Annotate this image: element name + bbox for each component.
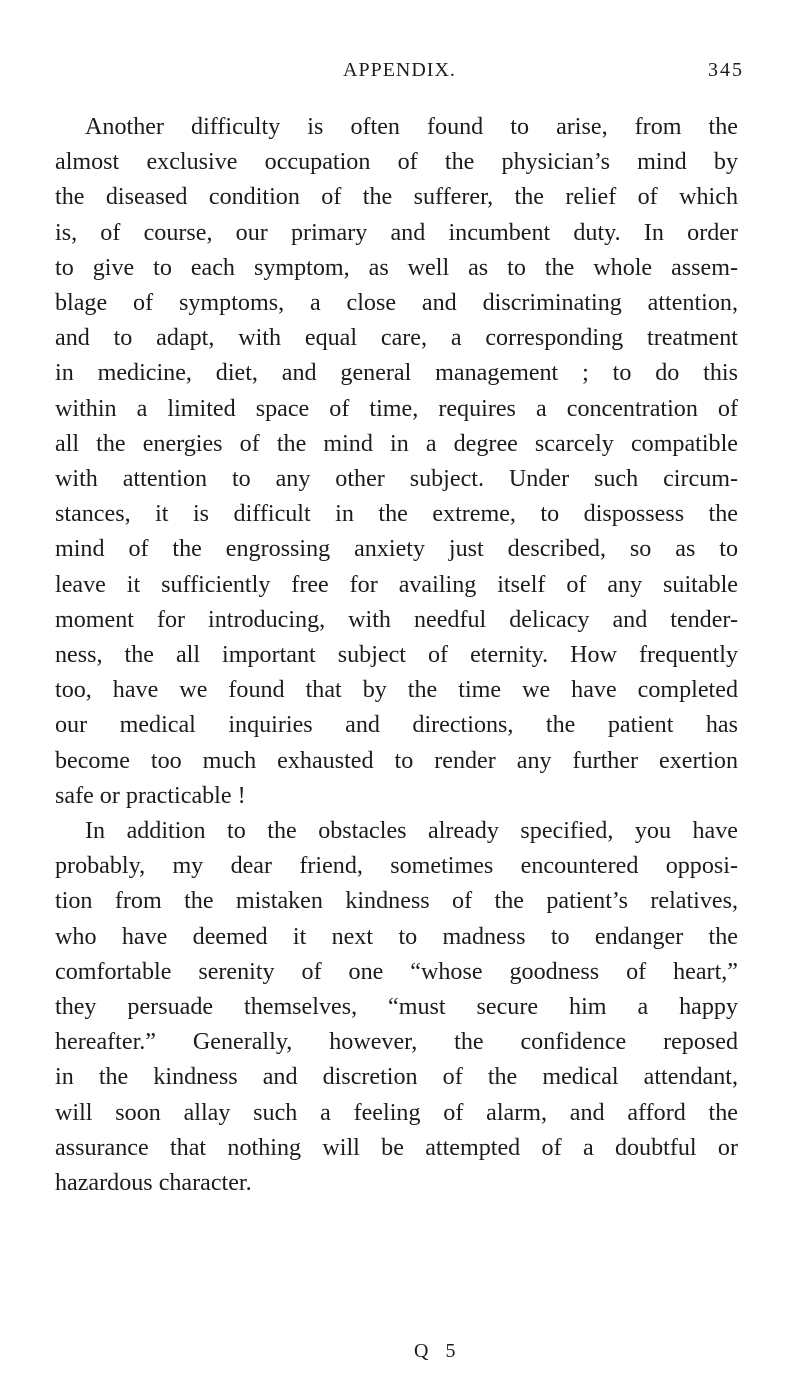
text-line: within a limited space of time, requires a concentration of <box>55 395 738 422</box>
text-line: will soon allay such a feeling of alarm, and afford the <box>55 1099 738 1126</box>
text-line: mind of the engrossing anxiety just described, so as to <box>55 536 738 563</box>
text-line: stances, it is difficult in the extreme, to dispossess the <box>55 501 738 528</box>
text-line: assurance that nothing will be attempted of a doubtful or <box>55 1134 738 1161</box>
page-number: 345 <box>708 59 744 81</box>
text-line: all the energies of the mind in a degree scarcely compatible <box>55 430 738 457</box>
signature-mark: Q 5 <box>414 1340 462 1362</box>
text-line: moment for introducing, with needful delicacy and tender- <box>55 606 738 633</box>
text-line: the diseased condition of the sufferer, the relief of which <box>55 184 738 211</box>
text-line: who have deemed it next to madness to endanger the <box>55 923 738 950</box>
text-line: to give to each symptom, as well as to the whole assem- <box>55 254 738 281</box>
text-line: hazardous character. <box>55 1170 252 1197</box>
running-title: APPENDIX. <box>343 59 456 81</box>
text-line: safe or practicable ! <box>55 782 246 809</box>
text-line: too, have we found that by the time we have completed <box>55 677 738 704</box>
text-line: in medicine, diet, and general management ; to do this <box>55 360 738 387</box>
text-line: our medical inquiries and directions, the patient has <box>55 712 738 739</box>
text-line: probably, my dear friend, sometimes encountered opposi- <box>55 853 738 880</box>
main-text <box>55 110 738 1201</box>
text-line: they persuade themselves, “must secure him a happy <box>55 994 738 1021</box>
text-line: with attention to any other subject. Under such circum- <box>55 466 738 493</box>
text-line: in the kindness and discretion of the medical attendant, <box>55 1064 738 1091</box>
text-line: blage of symptoms, a close and discriminating attention, <box>55 290 738 317</box>
text-line: hereafter.” Generally, however, the confidence reposed <box>55 1029 738 1056</box>
text-line: In addition to the obstacles already specified, you have <box>85 818 738 845</box>
text-line: and to adapt, with equal care, a corresponding treatment <box>55 325 738 352</box>
running-head <box>56 59 744 89</box>
text-line: comfortable serenity of one “whose goodness of heart,” <box>55 958 738 985</box>
text-line: is, of course, our primary and incumbent duty. In order <box>55 219 738 246</box>
text-line: leave it sufficiently free for availing itself of any suitable <box>55 571 738 598</box>
text-line: ness, the all important subject of eternity. How frequently <box>55 642 738 669</box>
text-line: Another difficulty is often found to arise, from the <box>85 114 738 140</box>
text-line: become too much exhausted to render any further exertion <box>55 747 738 774</box>
text-line: tion from the mistaken kindness of the patient’s relatives, <box>55 888 738 915</box>
text-line: almost exclusive occupation of the physician’s mind by <box>55 149 738 176</box>
